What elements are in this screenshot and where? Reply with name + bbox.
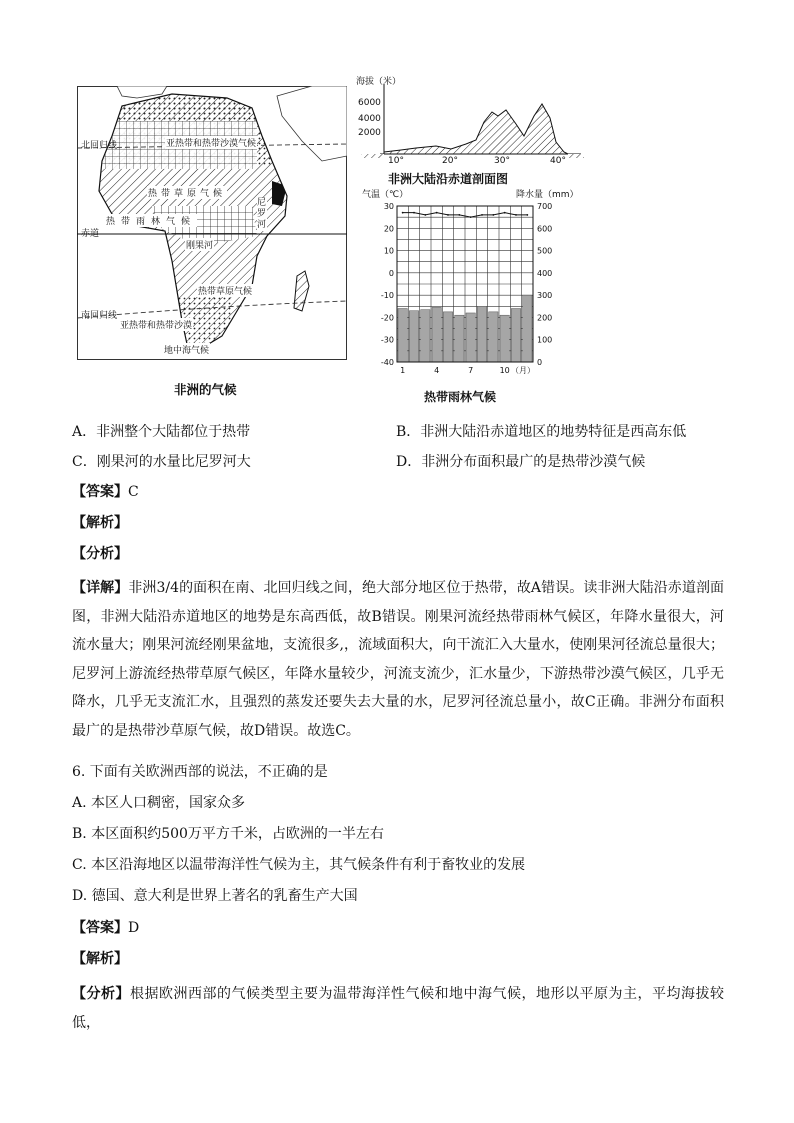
profile-ytick-6000: 6000 xyxy=(358,98,381,108)
precip-bar-9 xyxy=(489,312,498,362)
temp-point-11 xyxy=(515,214,517,216)
temp-point-6 xyxy=(458,214,460,216)
precip-bar-2 xyxy=(409,311,418,362)
precip-bar-11 xyxy=(511,309,520,362)
q6-option-c: C. 本区沿海地区以温带海洋性气候为主，其气候条件有利于畜牧业的发展 xyxy=(72,857,526,873)
climate-right-label: 降水量（mm） xyxy=(516,190,579,200)
precip-bar-12 xyxy=(523,295,532,362)
right-tick-label: 500 xyxy=(537,246,553,256)
map-label-congo: 刚果河 xyxy=(185,238,214,251)
terrain-profile xyxy=(384,104,568,154)
right-tick-label: 400 xyxy=(537,268,553,278)
map-caption: 非洲的气候 xyxy=(174,382,237,397)
profile-xtick-30: 30° xyxy=(494,156,510,166)
q5-answer-value: C xyxy=(128,484,139,500)
left-tick-label: 30 xyxy=(383,202,394,211)
right-tick-label: 0 xyxy=(537,358,543,367)
map-label-n-tropic: 北回归线 xyxy=(81,141,118,151)
map-label-rainforest: 热带雨林气候 xyxy=(105,214,197,227)
right-tick-label: 200 xyxy=(537,313,553,323)
left-tick-label: 20 xyxy=(383,224,394,234)
q5-detail-text: 非洲3/4的面积在南、北回归线之间，绝大部分地区位于热带，故A错误。读非洲大陆沿赤道剖面图，非洲大陆沿赤道地区的地势是东高西低，故B错误。刚果河流经热带雨林气候区，年降水量很大，河流水量大；刚果河流经刚果盆地，支流很多,，流域面积大，向干流汇入大量水，使刚果河径流总量很大；尼罗河上游流经热带草原气候区，年降水量较少，河流支流少，汇水量少，下游热带沙漠气候区，几乎无降水，几乎无支流汇水，且强烈的蒸发还要失去大量的水，尼罗河径流总量小，故C正确。非洲分布面积最广的是热带沙草原气候，故D错误。故选C。 xyxy=(72,580,725,739)
q6-fenxi-tag: 【分析】 xyxy=(72,986,130,1002)
q5-fenxi-tag: 【分析】 xyxy=(72,546,128,562)
temp-point-5 xyxy=(447,214,449,216)
x-tick-label: 4 xyxy=(434,366,440,375)
temp-point-10 xyxy=(504,212,506,214)
q6-option-d: D. 德国、意大利是世界上著名的乳畜生产大国 xyxy=(72,888,358,904)
temp-point-9 xyxy=(492,214,494,216)
climate-chart xyxy=(365,198,565,388)
map-label-savanna-north: 热带草原气候 xyxy=(147,186,227,199)
q6-fenxi-text: 根据欧洲西部的气候类型主要为温带海洋性气候和地中海气候，地形以平原为主，平均海拔较低， xyxy=(72,986,724,1031)
profile-ytick-2000: 2000 xyxy=(358,128,381,138)
q5-detail-tag: 【详解】 xyxy=(72,580,129,596)
profile-xtick-20: 20° xyxy=(442,156,458,166)
precip-bar-5 xyxy=(443,312,452,362)
x-tick-label: 1 xyxy=(400,366,406,375)
climate-caption: 热带雨林气候 xyxy=(424,390,497,404)
option-c: C．刚果河的水量比尼罗河大 xyxy=(72,454,251,470)
precip-bar-6 xyxy=(455,315,464,362)
option-b: B．非洲大陆沿赤道地区的地势特征是西高东低 xyxy=(396,424,687,440)
q5-detail xyxy=(72,574,724,745)
right-tick-label: 100 xyxy=(537,335,553,345)
left-tick-label: -40 xyxy=(380,358,394,367)
profile-caption: 非洲大陆沿赤道剖面图 xyxy=(388,172,509,186)
profile-xtick-10: 10° xyxy=(388,156,404,166)
left-tick-label: 10 xyxy=(383,246,394,256)
temp-point-8 xyxy=(481,214,483,216)
left-tick-label: -20 xyxy=(380,313,394,323)
map-label-mediterranean: 地中海气候 xyxy=(163,343,210,356)
q5-answer-tag: 【答案】 xyxy=(72,484,128,500)
map-label-desert-south: 亚热带和热带沙漠 xyxy=(119,318,193,331)
precip-bar-8 xyxy=(477,306,486,362)
map-label-nile: 尼罗河 xyxy=(257,198,267,230)
option-d: D．非洲分布面积最广的是热带沙漠气候 xyxy=(396,454,646,470)
right-tick-label: 700 xyxy=(537,202,553,211)
africa-climate-map xyxy=(77,86,347,360)
map-label-desert: 亚热带和热带沙漠气候 xyxy=(165,136,257,149)
q6-option-b: B. 本区面积约500万平方千米，占欧洲的一半左右 xyxy=(72,826,384,842)
q6-answer-tag: 【答案】 xyxy=(72,920,128,936)
x-axis-unit: （月） xyxy=(511,366,535,375)
temp-point-1 xyxy=(402,212,404,214)
precip-bar-7 xyxy=(466,313,475,362)
map-label-s-tropic: 南回归线 xyxy=(81,311,118,321)
right-tick-label: 600 xyxy=(537,224,553,234)
q6-fenxi xyxy=(72,980,724,1037)
q5-jiexi-tag: 【解析】 xyxy=(72,515,128,531)
q6-answer xyxy=(72,918,139,938)
temp-point-2 xyxy=(413,212,415,214)
q5-answer xyxy=(72,482,139,502)
temp-point-4 xyxy=(436,212,438,214)
q6-jiexi-tag: 【解析】 xyxy=(72,951,128,967)
map-label-savanna-south: 热带草原气候 xyxy=(197,284,253,297)
profile-ytick-4000: 4000 xyxy=(358,114,381,124)
left-tick-label: -30 xyxy=(380,335,394,345)
climate-left-label: 气温（℃） xyxy=(362,190,409,200)
q6-answer-value: D xyxy=(128,920,140,936)
x-tick-label: 10 xyxy=(499,366,510,375)
precip-bar-4 xyxy=(432,307,441,362)
left-tick-label: -10 xyxy=(380,291,394,301)
map-label-equator: 赤道 xyxy=(81,229,100,239)
profile-ylabel: 海拔（米） xyxy=(356,77,402,87)
q6-option-a: A. 本区人口稠密，国家众多 xyxy=(72,795,246,811)
precip-bar-3 xyxy=(421,310,430,362)
profile-xtick-40: 40° xyxy=(550,156,566,166)
equator-profile xyxy=(356,74,586,170)
temp-point-12 xyxy=(526,214,528,216)
x-tick-label: 7 xyxy=(468,366,474,375)
precip-bar-10 xyxy=(500,315,509,362)
precip-bar-1 xyxy=(398,309,407,362)
temp-point-3 xyxy=(424,214,426,216)
q6-stem: 6. 下面有关欧洲西部的说法，不正确的是 xyxy=(72,764,328,780)
option-a: A．非洲整个大陆都位于热带 xyxy=(72,424,251,440)
left-tick-label: 0 xyxy=(388,268,394,278)
right-tick-label: 300 xyxy=(537,291,553,301)
temp-point-7 xyxy=(470,216,472,218)
